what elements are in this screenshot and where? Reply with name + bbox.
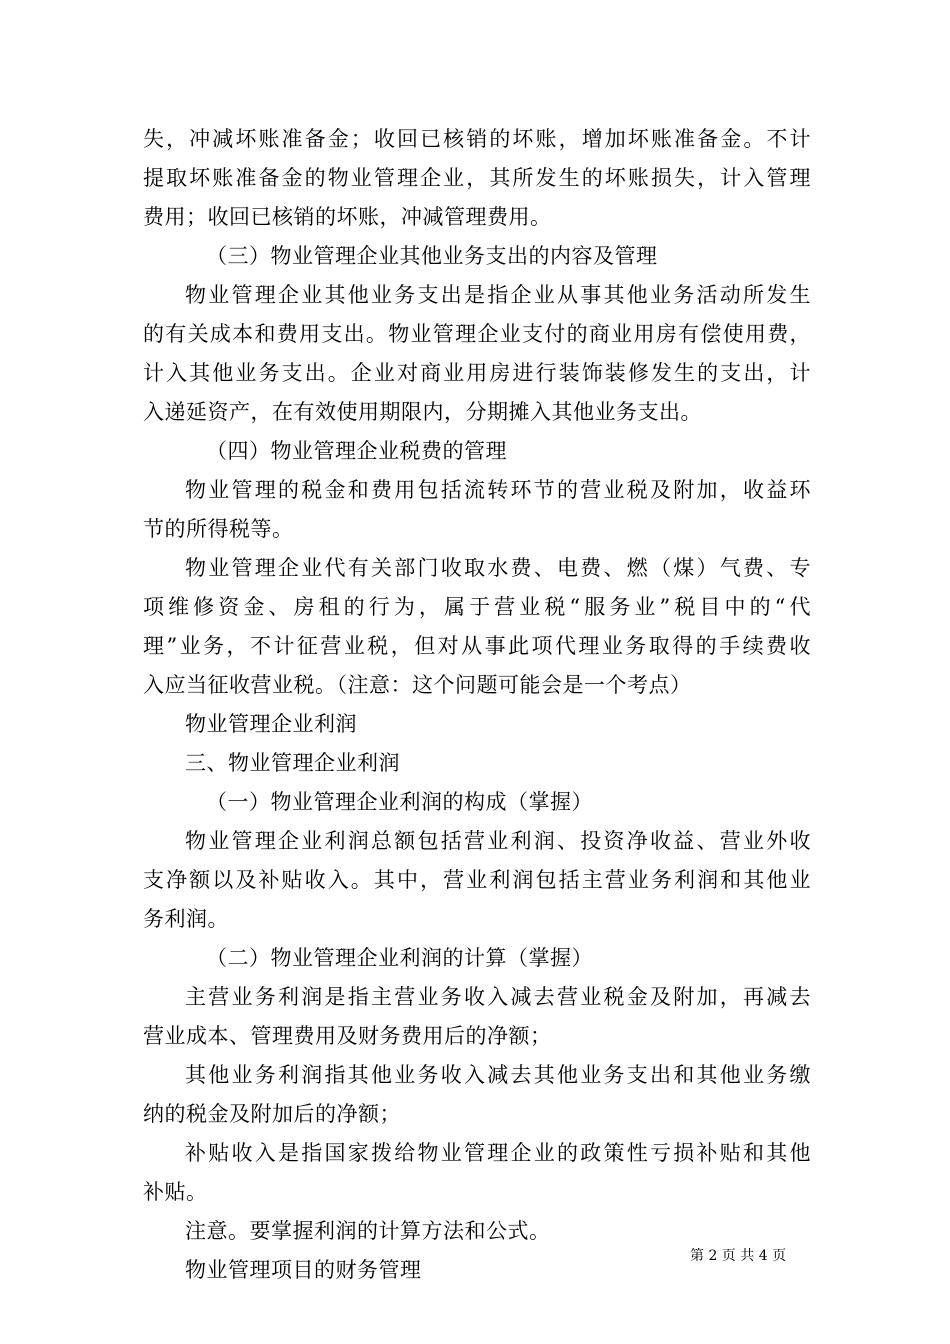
page-number-footer: 第 2 页 共 4 页	[690, 1248, 787, 1264]
text-line: 纳的税金及附加后的净额；	[143, 1102, 401, 1126]
text-line: （四）物业管理企业税费的管理	[206, 439, 507, 463]
text-line: 营业成本、管理费用及财务费用后的净额；	[143, 1024, 552, 1048]
text-line: 计入其他业务支出。企业对商业用房进行装饰装修发生的支出，计	[143, 361, 811, 385]
text-line: 失，冲减坏账准备金；收回已核销的坏账，增加坏账准备金。不计	[143, 127, 811, 151]
text-line: 其他业务利润指其他业务收入减去其他业务支出和其他业务缴	[185, 1063, 811, 1087]
text-line: （三）物业管理企业其他业务支出的内容及管理	[206, 244, 658, 268]
text-line: （一）物业管理企业利润的构成（掌握）	[206, 790, 593, 814]
text-line: 务利润。	[143, 907, 229, 931]
text-line: 入递延资产，在有效使用期限内，分期摊入其他业务支出。	[143, 400, 702, 424]
text-line: 项维修资金、房租的行为，属于营业税“服务业”税目中的“代	[143, 595, 811, 619]
text-line: 主营业务利润是指主营业务收入减去营业税金及附加，再减去	[185, 985, 811, 1009]
text-line: （二）物业管理企业利润的计算（掌握）	[206, 946, 593, 970]
text-line: 补贴收入是指国家拨给物业管理企业的政策性亏损补贴和其他	[185, 1141, 811, 1165]
text-line: 物业管理企业其他业务支出是指企业从事其他业务活动所发生	[185, 283, 811, 307]
text-line: 提取坏账准备金的物业管理企业，其所发生的坏账损失，计入管理	[143, 166, 811, 190]
text-line: 节的所得税等。	[143, 517, 294, 541]
text-line: 注意。要掌握利润的计算方法和公式。	[185, 1219, 551, 1243]
text-line: 入应当征收营业税。（注意：这个问题可能会是一个考点）	[143, 673, 692, 697]
text-line: 物业管理的税金和费用包括流转环节的营业税及附加，收益环	[185, 478, 811, 502]
text-line: 物业管理项目的财务管理	[185, 1258, 422, 1282]
text-line: 物业管理企业利润	[185, 712, 357, 736]
text-line: 三、物业管理企业利润	[185, 751, 400, 775]
document-body	[143, 120, 811, 1290]
text-line: 物业管理企业利润总额包括营业利润、投资净收益、营业外收	[185, 829, 811, 853]
text-line: 补贴。	[143, 1180, 208, 1204]
text-line: 的有关成本和费用支出。物业管理企业支付的商业用房有偿使用费，	[143, 322, 811, 346]
text-line: 物业管理企业代有关部门收取水费、电费、燃（煤）气费、专	[185, 556, 811, 580]
text-line: 费用；收回已核销的坏账，冲减管理费用。	[143, 205, 552, 229]
text-line: 理”业务，不计征营业税，但对从事此项代理业务取得的手续费收	[143, 634, 811, 658]
text-line: 支净额以及补贴收入。其中，营业利润包括主营业务利润和其他业	[143, 868, 811, 892]
